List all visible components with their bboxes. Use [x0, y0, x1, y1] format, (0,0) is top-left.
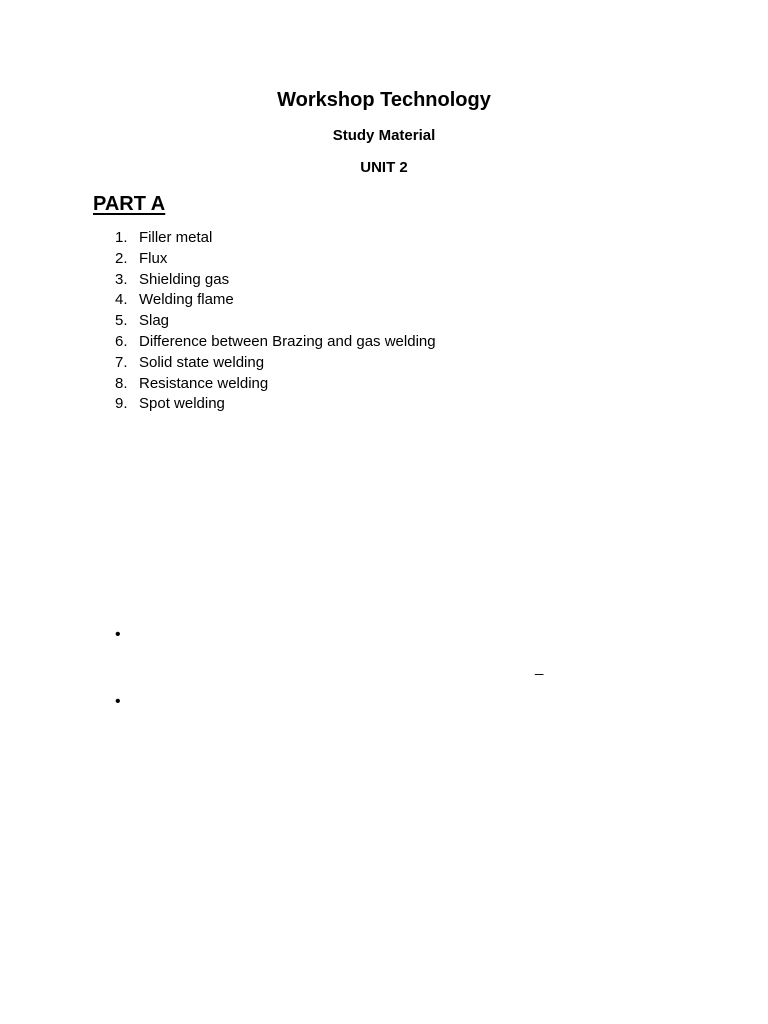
- list-item-text: Resistance welding: [139, 374, 269, 392]
- list-item-number: 1.: [115, 229, 128, 246]
- underscore-mark: _: [535, 659, 544, 676]
- list-item-number: 6.: [115, 332, 128, 350]
- list-item-number: 9.: [115, 395, 128, 413]
- list-item-number: 8.: [115, 374, 128, 392]
- list-item-text: Shielding gas: [139, 270, 230, 288]
- list-item-text: Spot welding: [139, 395, 225, 413]
- list-item-number: 7.: [115, 353, 128, 371]
- document-title: Workshop Technology: [277, 89, 491, 111]
- empty-bullet-marker: •: [115, 693, 121, 710]
- list-item-number: 2.: [115, 249, 128, 267]
- list-item-number: 5.: [115, 312, 128, 330]
- unit-label: UNIT 2: [360, 159, 408, 176]
- list-item-text: Filler metal: [139, 229, 213, 246]
- list-item-text: Slag: [139, 312, 170, 330]
- list-item-number: 3.: [115, 270, 128, 288]
- list-item-text: Difference between Brazing and gas welding: [139, 332, 436, 350]
- empty-bullet-marker: •: [115, 626, 121, 643]
- list-item-number: 4.: [115, 291, 128, 309]
- list-item-text: Welding flame: [139, 291, 234, 309]
- list-item-text: Flux: [139, 249, 168, 267]
- part-heading: PART A: [93, 193, 166, 215]
- list-item-text: Solid state welding: [139, 353, 265, 371]
- document-subtitle: Study Material: [332, 127, 436, 144]
